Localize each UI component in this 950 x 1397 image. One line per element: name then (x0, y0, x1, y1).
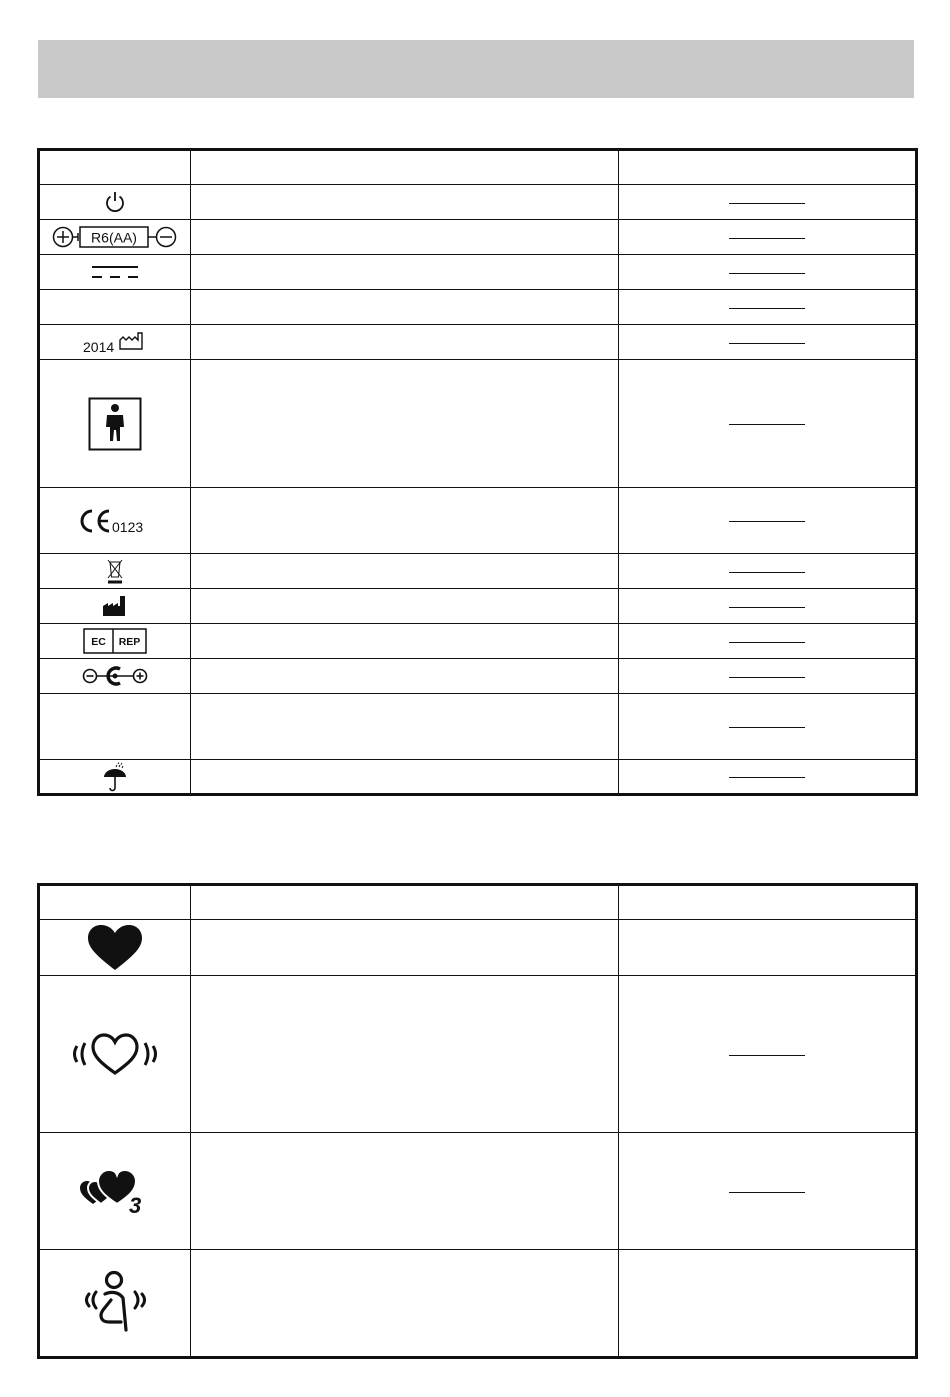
ce-mark-icon (79, 508, 151, 534)
blank-line (729, 343, 805, 344)
blank-line (729, 203, 805, 204)
row-meaning (191, 185, 619, 220)
table-row (39, 920, 917, 976)
table-row (39, 360, 917, 488)
column-header-meaning (191, 150, 619, 185)
weee-crossed-bin-icon (105, 557, 125, 585)
rep-label: REP (118, 636, 141, 648)
row-meaning (191, 589, 619, 624)
table-row (39, 976, 917, 1133)
table-row (39, 624, 917, 659)
ec-label: EC (91, 636, 106, 648)
row-meaning (191, 659, 619, 694)
table-row (39, 1250, 917, 1358)
blank-line (729, 521, 805, 522)
table-row (39, 589, 917, 624)
section-header-bar (38, 40, 914, 98)
blank-line (729, 677, 805, 678)
row-meaning (191, 694, 619, 760)
row-function (619, 1250, 917, 1358)
column-header-symbol (39, 885, 191, 920)
blank-line (729, 308, 805, 309)
table-row (39, 760, 917, 795)
row-meaning (191, 360, 619, 488)
table-row (39, 659, 917, 694)
row-meaning (191, 1133, 619, 1250)
blank-line (729, 1055, 805, 1056)
blank-line (729, 424, 805, 425)
table-row (39, 1133, 917, 1250)
keep-dry-umbrella-icon (102, 762, 128, 792)
column-header-symbol (39, 150, 191, 185)
row-meaning (191, 760, 619, 795)
ec-rep-icon (83, 628, 147, 654)
row-meaning (191, 554, 619, 589)
blank-line (729, 727, 805, 728)
row-meaning (191, 624, 619, 659)
row-meaning (191, 976, 619, 1133)
table-row (39, 290, 917, 325)
blank-line (729, 607, 805, 608)
table-row (39, 220, 917, 255)
average-three-hearts-icon (77, 1166, 153, 1216)
table-header-row (39, 150, 917, 185)
battery-type-label: R6(AA) (91, 229, 137, 246)
symbols-table (37, 148, 918, 796)
date-of-manufacture-icon (82, 329, 148, 355)
power-icon (103, 190, 127, 214)
row-meaning (191, 220, 619, 255)
column-header-function (619, 885, 917, 920)
row-meaning (191, 325, 619, 360)
column-header-function (619, 150, 917, 185)
table-row (39, 694, 917, 760)
table-row (39, 488, 917, 554)
table-row (39, 325, 917, 360)
table-row (39, 255, 917, 290)
row-meaning (191, 1250, 619, 1358)
blank-line (729, 642, 805, 643)
blank-line (729, 572, 805, 573)
table-row (39, 554, 917, 589)
irregular-heartbeat-icon (67, 1029, 163, 1079)
table-row (39, 185, 917, 220)
battery-icon (52, 224, 178, 250)
row-meaning (191, 255, 619, 290)
blank-line (729, 1192, 805, 1193)
column-header-meaning (191, 885, 619, 920)
manufacture-year: 2014 (83, 339, 115, 355)
row-symbol-empty (39, 290, 191, 325)
manufacturer-factory-icon (102, 595, 128, 617)
body-movement-icon (77, 1270, 153, 1336)
row-meaning (191, 488, 619, 554)
blank-line (729, 777, 805, 778)
row-symbol-empty (39, 694, 191, 760)
dc-polarity-icon (82, 665, 148, 687)
type-bf-applied-part-icon (88, 397, 142, 451)
notified-body-number: 0123 (112, 518, 144, 534)
direct-current-icon (90, 261, 140, 283)
table-header-row (39, 885, 917, 920)
heart-icon (87, 924, 143, 972)
row-function (619, 920, 917, 976)
row-meaning (191, 290, 619, 325)
row-meaning (191, 920, 619, 976)
blank-line (729, 273, 805, 274)
blank-line (729, 238, 805, 239)
average-count: 3 (129, 1193, 142, 1216)
display-symbols-table (37, 883, 918, 1359)
